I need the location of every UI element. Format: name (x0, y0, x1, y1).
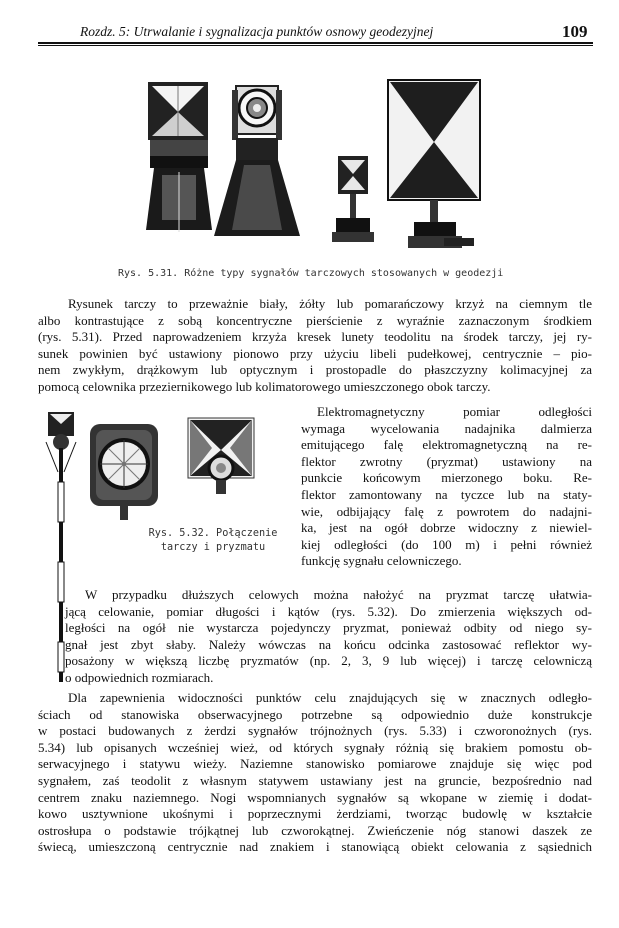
text-line: sunek powinien być ustawiony pionowo przy użyciu libeli pudełkowej, centrycznie – pio- (38, 345, 592, 361)
text-line: w postaci budowanych z żerdzi sygnałów trójnożnych (rys. 5.33) i czworonożnych (rys. (38, 723, 592, 739)
target-signal-small (332, 156, 374, 242)
figure-5-31-caption: Rys. 5.31. Różne typy sygnałów tarczowych stosowanych w geodezji (118, 268, 504, 279)
paragraph-4 (38, 690, 592, 856)
header-rule (38, 42, 593, 44)
text-line: gnał jest zbyt słaby. Należy wówczas na końcu odcinka zastosować reflektor wy- (65, 636, 592, 652)
text-line: ległości na ogół nie wystarcza pojedynczy pryzmat, ponieważ odbity od niego sy- (65, 620, 592, 636)
text-line: posażony w większą liczbę pryzmatów (np. 2, 3, 9 lub więcej) i tarczę celowniczą (65, 653, 592, 669)
text-line: ka, jest na ogół dobrze widoczny z niewiel- (301, 520, 592, 536)
text-line: Dla zapewnienia widoczności punktów celu znajdujących się w znacznych odległo- (68, 690, 592, 705)
text-line: jącą celowanie, pomiar długości i kątów (rys. 5.32). Do zmierzenia większych od- (65, 603, 592, 619)
paragraph-3 (65, 587, 592, 687)
text-line: serwacyjnego i statywu wieży. Naziemne stanowisko pomiarowe znajduje się więc pod (38, 756, 592, 772)
paragraph-1 (38, 296, 592, 396)
text-line: nem zwykłym, drążkowym lub optycznym i prostopadle do płaszczyzny kolimacyjnej za (38, 362, 592, 378)
header-rule-thin (38, 45, 593, 46)
text-line: funkcję sygnału celowniczego. (301, 553, 462, 569)
target-signal-cross (146, 82, 212, 232)
text-line: emitującego falę elektromagnetyczną na re- (301, 437, 592, 453)
text-line: Rysunek tarczy to przeważnie biały, żółty lub pomarańczowy krzyż na ciemnym tle (68, 296, 592, 311)
page-number: 109 (562, 22, 588, 41)
target-signal-round (214, 86, 300, 236)
text-line: punkcie końcowym mierzonego boku. Re- (301, 470, 592, 486)
caption-line: tarczy i pryzmatu (160, 542, 266, 553)
text-line: (rys. 5.31). Przed naprowadzeniem krzyża kresek lunety teodolitu na środek tarczy, jej ry- (38, 329, 592, 345)
text-line: flektor zwrotny (pryzmat) ustawiony na (301, 453, 592, 469)
text-line: pomocą celownika przeziernikowego lub kolimatorowego umieszczonego obok tarczy. (38, 378, 491, 394)
target-plate-with-prism (188, 418, 254, 494)
text-line: kiej odległości (do 100 m) i pełni również (301, 536, 592, 552)
text-line: W przypadku dłuższych celowych można nałożyć na pryzmat tarczę ułatwia- (85, 587, 592, 602)
running-header: Rozdz. 5: Utrwalanie i sygnalizacja punktów osnowy geodezyjnej (80, 24, 434, 39)
text-line: wie, odbijający falę z powrotem do nadajni- (301, 503, 592, 519)
target-signal-tall (388, 80, 480, 248)
round-prism-target (90, 424, 158, 520)
text-line: świecą, umieszczoną centrycznie nad znakiem i stanowiącą obiekt celowania z sąsiednich (38, 839, 592, 855)
text-line: 5.34) lub opisanych wcześniej wież, od których sygnały różnią się brakiem pomostu ob- (38, 739, 592, 755)
text-line: wymaga wycelowania nadajnika dalmierza (301, 420, 592, 436)
paragraph-2 (301, 404, 592, 570)
figure-5-32-caption (138, 527, 288, 555)
text-line: flektor zamontowany na tyczce lub na staty- (301, 486, 592, 502)
text-line: sygnałem, zaś teodolit z własnym statywem ustawiany jest na gruncie, bezpośrednio nad (38, 772, 592, 788)
text-line: ściach od stanowiska obserwacyjnego potrzebne są odpowiednio duże konstrukcje (38, 706, 592, 722)
text-line: kowo usztywnione ukośnymi i poprzecznymi żerdziami, tworząc budowlę w kształcie (38, 806, 592, 822)
text-line: albo kontrastujące z sobą koncentryczne pierścienie z wyraźnie zaznaczonym środkiem (38, 312, 592, 328)
caption-line: Rys. 5.32. Połączenie (148, 528, 278, 539)
figure-5-31-target-signals (132, 60, 504, 260)
text-line: centrem znaku naziemnego. Nogi wspomnianych sygnałów są wkopane w ziemię i dodat- (38, 789, 592, 805)
text-line: o odpowiednich rozmiarach. (65, 669, 214, 685)
text-line: ostrosłupa o podstawie trójkątnej lub czworokątnej. Zwieńczenie nóg stanowi daszek ze (38, 822, 592, 838)
text-line: Elektromagnetyczny pomiar odległości (317, 404, 592, 419)
